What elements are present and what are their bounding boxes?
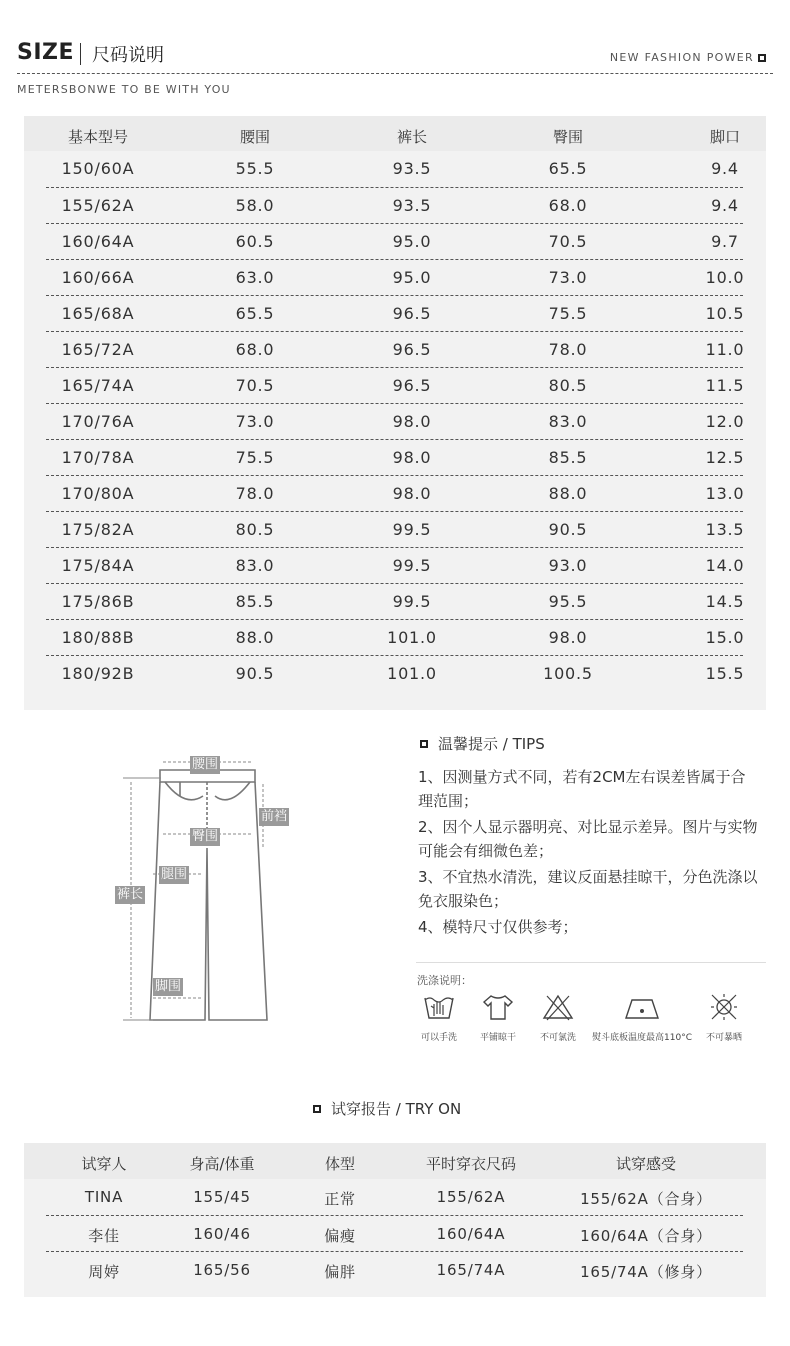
table-cell: 160/64A — [436, 1225, 506, 1243]
tip-item: 1、因测量方式不同，若有2CM左右误差皆属于合理范围； — [418, 768, 746, 810]
table-row — [46, 331, 743, 368]
table-cell: 93.5 — [392, 159, 432, 178]
tip-item: 2、因个人显示器明亮、对比显示差异。图片与实物可能会有细微色差； — [418, 818, 758, 860]
table-cell: 175/86B — [61, 592, 135, 611]
tagline-text: NEW FASHION POWER — [609, 51, 754, 64]
column-header: 裤长 — [396, 128, 428, 146]
pants-measurement-diagram — [105, 748, 305, 1028]
square-bullet-icon — [758, 54, 766, 62]
table-cell: 李佳 — [88, 1227, 120, 1245]
size-table-header — [24, 116, 766, 151]
table-cell: 170/80A — [61, 484, 135, 503]
table-cell: 96.5 — [392, 304, 432, 323]
table-cell: 正常 — [324, 1190, 356, 1208]
table-cell: 10.5 — [705, 304, 745, 323]
tryon-heading — [313, 1098, 461, 1119]
wash-item — [416, 992, 462, 1043]
tips-title: 温馨提示 / TIPS — [438, 735, 545, 753]
page-title-cn: 尺码说明 — [92, 45, 164, 66]
table-cell: 90.5 — [235, 664, 275, 683]
table-row — [46, 619, 743, 656]
header-divider — [17, 73, 773, 74]
table-cell: 170/76A — [61, 412, 135, 431]
table-cell: 偏瘦 — [324, 1227, 356, 1245]
table-cell: 165/74A — [61, 376, 135, 395]
wash-item — [700, 992, 748, 1043]
tryon-title: 试穿报告 / TRY ON — [331, 1100, 462, 1118]
table-cell: 75.5 — [548, 304, 588, 323]
table-cell: 98.0 — [548, 628, 588, 647]
table-cell: 100.5 — [543, 664, 593, 683]
table-row — [46, 1179, 743, 1215]
table-cell: 98.0 — [392, 484, 432, 503]
table-row — [46, 223, 743, 260]
table-cell: 95.5 — [548, 592, 588, 611]
column-header: 腰围 — [239, 128, 271, 146]
wash-item — [475, 992, 521, 1043]
table-cell: 175/82A — [61, 520, 135, 539]
table-cell: TINA — [84, 1188, 124, 1206]
table-cell: 150/60A — [61, 159, 135, 178]
wash-label: 可以手洗 — [420, 1033, 457, 1043]
table-cell: 68.0 — [235, 340, 275, 359]
table-cell: 12.5 — [705, 448, 745, 467]
table-cell: 78.0 — [235, 484, 275, 503]
wash-title: 洗涤说明： — [417, 974, 472, 987]
table-row — [46, 187, 743, 224]
table-cell: 160/64A（合身） — [580, 1227, 712, 1245]
wash-divider — [416, 962, 766, 963]
table-cell: 85.5 — [235, 592, 275, 611]
table-cell: 98.0 — [392, 448, 432, 467]
table-row — [46, 367, 743, 404]
table-cell: 65.5 — [235, 304, 275, 323]
table-cell: 99.5 — [392, 592, 432, 611]
table-cell: 55.5 — [235, 159, 275, 178]
hand-wash-icon — [422, 992, 456, 1022]
table-cell: 101.0 — [387, 628, 437, 647]
table-cell: 99.5 — [392, 556, 432, 575]
table-cell: 65.5 — [548, 159, 588, 178]
table-cell: 73.0 — [548, 268, 588, 287]
table-cell: 180/88B — [61, 628, 135, 647]
table-cell: 80.5 — [548, 376, 588, 395]
table-cell: 165/74A（修身） — [580, 1263, 712, 1281]
column-header: 平时穿衣尺码 — [425, 1155, 517, 1173]
iron-icon — [622, 992, 662, 1022]
table-cell: 73.0 — [235, 412, 275, 431]
page-title: SIZE — [17, 40, 75, 65]
table-row — [46, 1251, 743, 1288]
column-header: 体型 — [324, 1155, 356, 1173]
table-cell: 83.0 — [235, 556, 275, 575]
table-cell: 96.5 — [392, 376, 432, 395]
table-row — [46, 295, 743, 332]
table-cell: 9.4 — [711, 159, 739, 178]
table-cell: 83.0 — [548, 412, 588, 431]
table-cell: 155/45 — [193, 1188, 251, 1206]
table-cell: 14.0 — [705, 556, 745, 575]
table-cell: 85.5 — [548, 448, 588, 467]
hem-label: 脚围 — [155, 979, 182, 994]
no-bleach-icon — [541, 992, 575, 1022]
table-cell: 88.0 — [235, 628, 275, 647]
table-cell: 155/62A — [436, 1188, 506, 1206]
thigh-label: 腿围 — [161, 867, 188, 882]
table-cell: 170/78A — [61, 448, 135, 467]
table-cell: 180/92B — [61, 664, 135, 683]
column-header: 基本型号 — [67, 128, 129, 146]
table-cell: 15.5 — [705, 664, 745, 683]
table-cell: 70.5 — [235, 376, 275, 395]
table-cell: 9.7 — [711, 232, 739, 251]
column-header: 臀围 — [552, 128, 584, 146]
no-sun-icon — [707, 992, 741, 1022]
tip-item: 4、模特尺寸仅供参考； — [418, 918, 578, 936]
tip-item: 3、不宜热水清洗，建议反面悬挂晾干，分色洗涤以免衣服染色； — [418, 868, 758, 910]
table-cell: 101.0 — [387, 664, 437, 683]
wash-label: 不可暴晒 — [705, 1033, 742, 1043]
table-row — [46, 439, 743, 476]
column-header: 身高/体重 — [189, 1155, 255, 1173]
column-header: 试穿人 — [81, 1155, 127, 1173]
table-cell: 165/72A — [61, 340, 135, 359]
wash-item — [588, 992, 696, 1043]
title-divider — [80, 43, 81, 65]
table-row — [46, 151, 743, 187]
table-cell: 93.0 — [548, 556, 588, 575]
length-label: 裤长 — [117, 887, 144, 902]
table-cell: 96.5 — [392, 340, 432, 359]
table-cell: 68.0 — [548, 196, 588, 215]
table-row — [46, 259, 743, 296]
table-cell: 165/74A — [436, 1261, 506, 1279]
table-cell: 70.5 — [548, 232, 588, 251]
flat-dry-icon — [481, 992, 515, 1022]
table-cell: 58.0 — [235, 196, 275, 215]
table-row — [46, 475, 743, 512]
table-cell: 88.0 — [548, 484, 588, 503]
table-cell: 160/66A — [61, 268, 135, 287]
table-cell: 99.5 — [392, 520, 432, 539]
table-cell: 60.5 — [235, 232, 275, 251]
square-bullet-icon — [313, 1105, 321, 1113]
column-header: 试穿感受 — [615, 1155, 677, 1173]
table-cell: 12.0 — [705, 412, 745, 431]
table-cell: 偏胖 — [324, 1263, 356, 1281]
square-bullet-icon — [420, 740, 428, 748]
table-row — [46, 1215, 743, 1252]
table-cell: 11.0 — [705, 340, 745, 359]
rise-label: 前裆 — [261, 809, 288, 824]
hip-label: 臀围 — [192, 829, 219, 844]
table-cell: 14.5 — [705, 592, 745, 611]
table-row — [46, 583, 743, 620]
column-header: 脚口 — [709, 128, 741, 146]
wash-label: 不可氯洗 — [539, 1033, 576, 1043]
table-cell: 160/64A — [61, 232, 135, 251]
tips-list — [418, 765, 758, 941]
table-cell: 175/84A — [61, 556, 135, 575]
wash-item — [535, 992, 581, 1043]
table-cell: 10.0 — [705, 268, 745, 287]
table-row — [46, 511, 743, 548]
table-cell: 周婷 — [88, 1263, 120, 1281]
table-cell: 95.0 — [392, 268, 432, 287]
table-cell: 13.0 — [705, 484, 745, 503]
table-cell: 9.4 — [711, 196, 739, 215]
wash-label: 平铺晾干 — [479, 1033, 516, 1043]
table-cell: 11.5 — [705, 376, 745, 395]
table-row — [46, 547, 743, 584]
table-row — [46, 403, 743, 440]
table-cell: 90.5 — [548, 520, 588, 539]
table-cell: 165/56 — [193, 1261, 251, 1279]
table-row — [46, 655, 743, 692]
table-cell: 78.0 — [548, 340, 588, 359]
tagline — [610, 51, 766, 64]
subtitle: METERSBONWE TO BE WITH YOU — [17, 83, 231, 96]
table-cell: 13.5 — [705, 520, 745, 539]
wash-label: 熨斗底板温度最高110°C — [592, 1033, 692, 1043]
table-cell: 15.0 — [705, 628, 745, 647]
table-cell: 160/46 — [193, 1225, 251, 1243]
table-cell: 155/62A — [61, 196, 135, 215]
tips-heading — [420, 733, 545, 754]
table-cell: 80.5 — [235, 520, 275, 539]
table-cell: 98.0 — [392, 412, 432, 431]
table-cell: 93.5 — [392, 196, 432, 215]
table-cell: 75.5 — [235, 448, 275, 467]
table-cell: 95.0 — [392, 232, 432, 251]
table-cell: 155/62A（合身） — [580, 1190, 712, 1208]
table-cell: 63.0 — [235, 268, 275, 287]
table-cell: 165/68A — [61, 304, 135, 323]
waist-label: 腰围 — [192, 757, 219, 772]
